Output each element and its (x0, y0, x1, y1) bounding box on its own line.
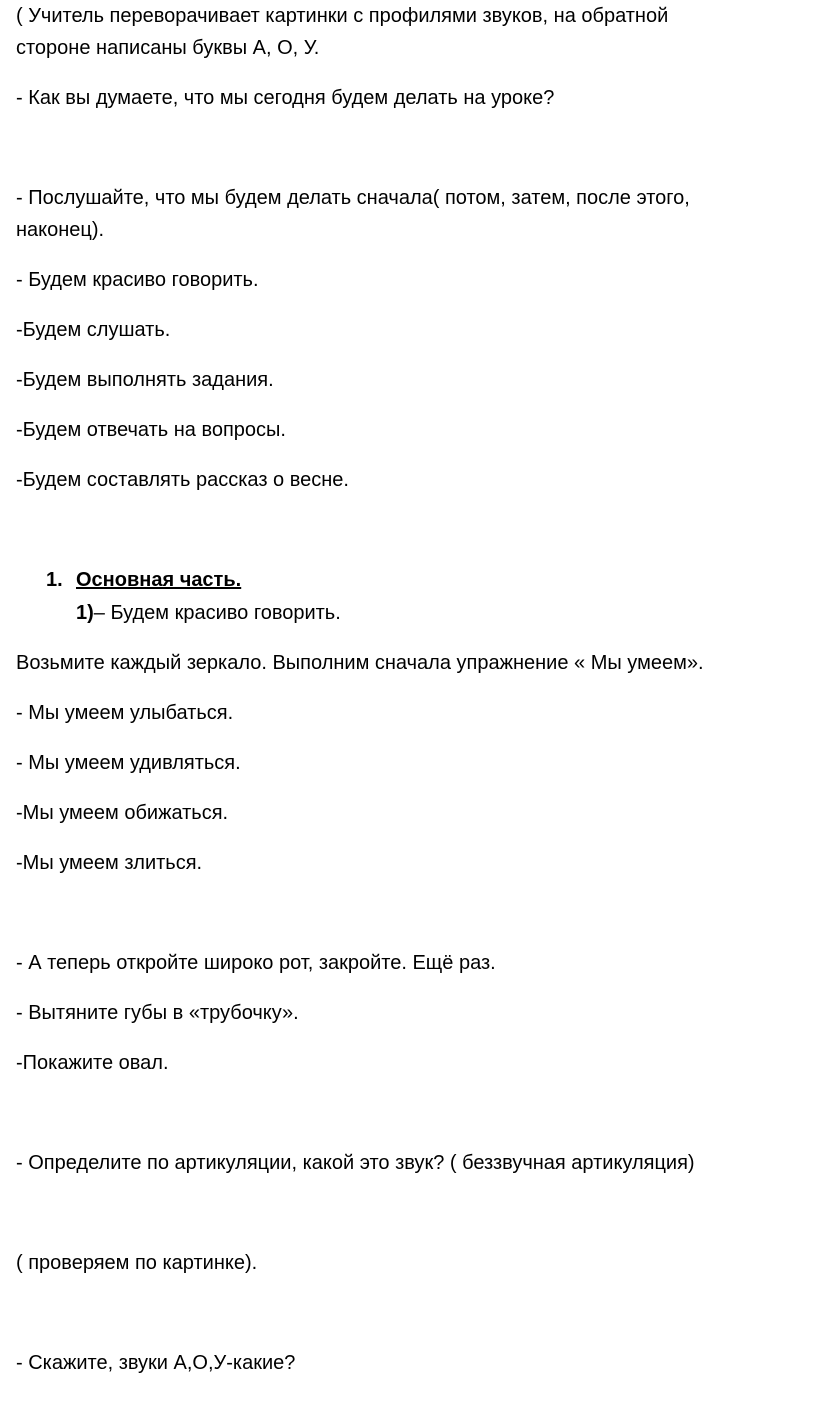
subsection-line (76, 597, 341, 629)
plan-item-story: -Будем составлять рассказ о весне. (16, 469, 349, 491)
body-mirror-instruction: Возьмите каждый зеркало. Выполним сначала упражнение « Мы умеем». (16, 652, 704, 674)
body-tube-lips: - Вытяните губы в «трубочку». (16, 1002, 299, 1024)
plan-item-tasks: -Будем выполнять задания. (16, 369, 274, 391)
body-smile: - Мы умеем улыбаться. (16, 702, 234, 724)
body-oval: -Покажите овал. (16, 1052, 169, 1074)
section-heading (46, 564, 241, 596)
body-open-mouth: - А теперь откройте широко рот, закройте. Ещё раз. (16, 952, 496, 974)
body-sounds-question: - Скажите, звуки А,О,У-какие? (16, 1352, 296, 1374)
body-surprise: - Мы умеем удивляться. (16, 752, 241, 774)
plan-item-answer: -Будем отвечать на вопросы. (16, 419, 286, 441)
paragraph-intro-line-2: стороне написаны буквы А, О, У. (16, 37, 320, 59)
paragraph-listen-line-2: наконец). (16, 219, 105, 241)
plan-item-listen: -Будем слушать. (16, 319, 171, 341)
body-check-picture: ( проверяем по картинке). (16, 1252, 258, 1274)
section-title: Основная часть. (76, 569, 242, 591)
subsection-text: – Будем красиво говорить. (93, 602, 341, 624)
body-angry: -Мы умеем злиться. (16, 852, 203, 874)
plan-item-speak: - Будем красиво говорить. (16, 269, 259, 291)
subsection-number: 1) (76, 602, 94, 624)
body-articulation-question: - Определите по артикуляции, какой это звук? ( беззвучная артикуляция) (16, 1152, 695, 1174)
body-offended: -Мы умеем обижаться. (16, 802, 229, 824)
paragraph-question: - Как вы думаете, что мы сегодня будем делать на уроке? (16, 87, 555, 109)
section-number: 1. (46, 569, 63, 591)
paragraph-listen-line-1: - Послушайте, что мы будем делать сначала( потом, затем, после этого, (16, 187, 690, 209)
paragraph-intro-line-1: ( Учитель переворачивает картинки с профилями звуков, на обратной (16, 5, 669, 27)
